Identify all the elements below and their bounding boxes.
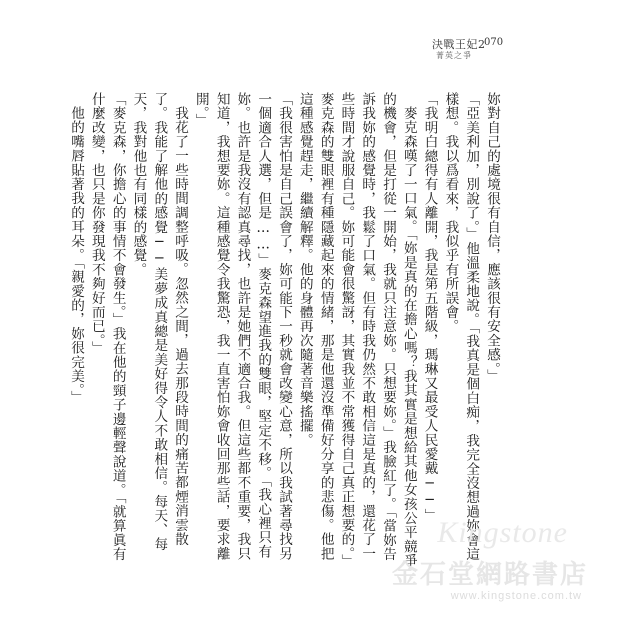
running-head-chapter: 菁英之爭 xyxy=(436,51,472,60)
watermark-url: www.kingstone.com.tw xyxy=(450,590,582,602)
vertical-body-text xyxy=(68,92,502,570)
paragraph-2: 「亞美利加，別說了。」他溫柔地說。「我真是個白痴，我完全沒想過妳會這樣想。我以爲看來，我似乎有所誤會。 xyxy=(442,92,480,562)
paragraph-5: 「我很害怕是自己誤會了，妳可能下一秒就會改變心意，所以我試著尋找另一個適合人選，但是……」麥克森望進我的雙眼，堅定不移。「我心裡只有妳。也許是我沒有認真尋找，也許是她們不適合我。但這些都不重要，我只知道，我想要妳。這種感覺令我驚恐，我一直害怕妳會收回那些話，要求離開。」 xyxy=(192,92,293,561)
paragraph-7: 「麥克森，你擔心的事情不會發生。」我在他的頸子邊輕聲說道。「就算眞有什麼改變，也只是你發現我不夠好而已。」 xyxy=(88,92,126,562)
paragraph-6: 我花了一些時間調整呼吸。忽然之間，過去那段時間的痛苦都煙消雲散了。我能了解他的感覺──美夢成真總是美好得令人不敢相信。每天、每天，我對他也有同樣的感覺。 xyxy=(130,92,189,552)
paragraph-4: 麥克森嘆了一口氣。「妳是真的在擔心嗎？我其實是想給其他女孩公平競爭的機會，但是打從一開始，我就只注意妳。只想要妳。」我臉紅了。「當妳告訴我妳的感覺時，我鬆了口氣。但有時我仍然不敢相信這是真的，還花了一些時間才說服自己。妳可能會很驚訝，其實我並不常獲得自己真正想要的。」麥克森的雙眼裡有種隱藏起來的情緒，那是他還沒準備好分享的悲傷。他把這種感覺趕走，繼續解釋。他的身體再次隨著音樂搖擺。 xyxy=(296,92,417,568)
paragraph-1: 妳對自己的處境很有自信，應該很有安全感。」 xyxy=(484,92,500,384)
watermark-latin: Kingstone xyxy=(437,516,568,549)
watermark-cjk: 金石堂網路書店 xyxy=(391,560,588,590)
page-number: 070 xyxy=(484,37,504,48)
running-head-title: 決戰王妃2 xyxy=(432,38,486,51)
paragraph-8: 他的嘴唇貼著我的耳朵。「親愛的，妳很完美。」 xyxy=(68,105,85,405)
paragraph-3: 「我明白總得有人離開，我是第五階級，瑪琳又最受人民愛戴──」 xyxy=(421,92,438,523)
